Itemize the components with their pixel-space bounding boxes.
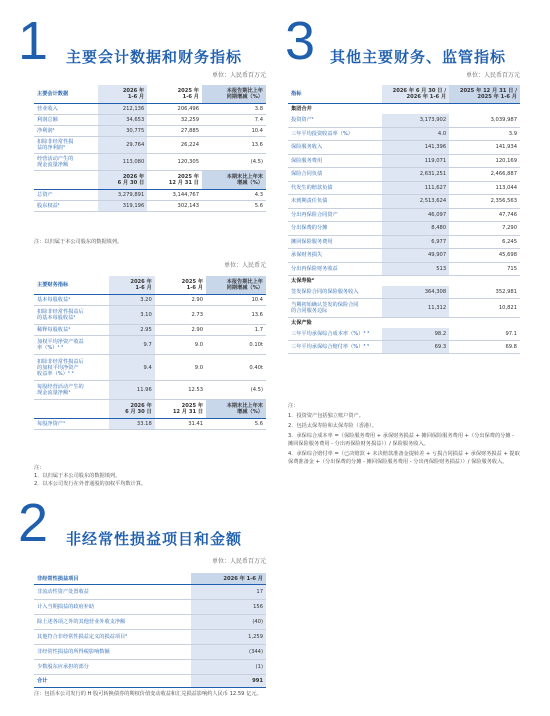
cell-value: 2,356,563 [449, 195, 520, 209]
row-label: 总资产 [34, 190, 98, 201]
cell-value: 3,039,987 [449, 114, 520, 127]
column-header: 2025 年 12 月 31 日 [155, 400, 206, 419]
row-label: 稀释每股收益¹ [34, 325, 109, 336]
cell-value: 11,312 [382, 299, 449, 318]
cell-value: 4.0 [382, 127, 449, 141]
row-label: 加权平均净资产收益 率（%）¹ ² [34, 336, 109, 355]
cell-value: 98.2 [382, 328, 449, 341]
table-row [288, 114, 520, 127]
cell-value: 69.3 [382, 341, 449, 354]
table-row [288, 85, 520, 104]
cell-value: 141,396 [382, 141, 449, 155]
row-label: 保险服务收入 [288, 141, 382, 155]
row-label: 保险合同负债 [288, 168, 382, 182]
row-label: 摊回保险服务费用 [288, 235, 382, 249]
cell-value: 715 [449, 262, 520, 276]
table-row [288, 141, 520, 155]
column-header: 指标 [288, 85, 382, 104]
table-row [34, 645, 266, 660]
cell-value: 2.90 [155, 325, 206, 336]
cell-value: 2.95 [109, 325, 155, 336]
table-row [34, 115, 266, 126]
note-line: 注： [288, 403, 299, 409]
cell-value: 2.90 [155, 295, 206, 306]
table-row [34, 615, 266, 630]
table-row [34, 325, 266, 336]
cell-value: 5.6 [206, 419, 266, 430]
column-header: 2026 年 6 月 30 日 [98, 171, 147, 190]
cell-value: 3,173,902 [382, 114, 449, 127]
row-label: 承保财务损失 [288, 249, 382, 263]
row-label: 经营活动产生的 现金流量净额 [34, 154, 98, 171]
cell-value: 513 [382, 262, 449, 276]
cell-value: 141,934 [449, 141, 520, 155]
non-recurring-items-table [34, 573, 266, 688]
cell-value: 5.6 [202, 201, 266, 212]
cell-value: 30,775 [98, 126, 147, 137]
section-3-number: 3 [285, 11, 316, 71]
note-line: 1．以归属于本公司股东的数据填列。 [34, 473, 121, 479]
column-header: 2026 年 6 月 30 日 / 2026 年 1-6 月 [382, 85, 449, 104]
total-row [34, 675, 266, 688]
column-header: 2025 年 12 月 31 日 / 2025 年 1-6 月 [449, 85, 520, 104]
table-row [34, 190, 266, 201]
column-header: 2026 年 1-6 月 [109, 276, 155, 295]
group-header [288, 276, 520, 287]
cell-value: 9.4 [109, 355, 155, 381]
row-label: 非经常性损益的所得税影响数额 [34, 645, 191, 660]
table-row [34, 336, 266, 355]
row-label: 分出再保险合同资产 [288, 208, 382, 222]
cell-value: 97.1 [449, 328, 520, 341]
column-header: 2026 年 6 月 30 日 [109, 400, 155, 419]
cell-value: 2.73 [155, 306, 206, 325]
row-label: 扣除非经常性损益后 的加权平均净资产 收益率（%）¹ ² [34, 355, 109, 381]
cell-value: 212,136 [98, 104, 147, 115]
table-row [34, 276, 266, 295]
table-row [288, 262, 520, 276]
column-header: 非经常性损益项目 [34, 573, 191, 585]
cell-value: 10,821 [449, 299, 520, 318]
table-row [288, 208, 520, 222]
cell-value: 3,279,891 [98, 190, 147, 201]
cell-value: 31.41 [155, 419, 206, 430]
note-line: 4．承保综合赔付率 =（已决赔款 + 未决赔款准备金提转差 + 亏损合同损益 + 承保财务损益 + 提取保费准备金 +（分出保费的分摊 - 摊回保险服务费用 - 分出再保险财务损益））/ 保险服务收入。 [288, 451, 520, 465]
table-row [34, 295, 266, 306]
column-header: 本报告期比上年 同期增减（%） [206, 276, 266, 295]
row-label: 非流动性资产处置收益 [34, 585, 191, 600]
column-header: 主要会计数据 [34, 85, 98, 104]
note-line: 注： [34, 465, 45, 471]
cell-value: (40) [191, 615, 266, 630]
row-label: 三年平均承保综合赔付率（%）³ ⁵ [288, 341, 382, 354]
cell-value: 17 [191, 585, 266, 600]
cell-value: 26,224 [147, 137, 202, 154]
cell-value: 10.4 [202, 126, 266, 137]
row-label: 投资资产¹ [288, 114, 382, 127]
table-row [34, 126, 266, 137]
table-row [288, 341, 520, 354]
cell-value: 991 [191, 675, 266, 688]
column-header: 2026 年 1-6 月 [191, 573, 266, 585]
row-label: 每股经营活动产生的 现金流量净额¹ [34, 381, 109, 400]
column-header: 本期末比上年末 增减（%） [202, 171, 266, 190]
note-line: 1．投资资产包括独立账户资产。 [288, 413, 364, 419]
cell-value: 2,513,624 [382, 195, 449, 209]
column-header: 2025 年 1-6 月 [155, 276, 206, 295]
row-label: 分出再保险财务收益 [288, 262, 382, 276]
group-header [288, 318, 520, 329]
cell-value: 13.6 [202, 137, 266, 154]
cell-value: 120,305 [147, 154, 202, 171]
cell-value: 111,627 [382, 181, 449, 195]
cell-value: 2,631,251 [382, 168, 449, 182]
financial-indicators-table [34, 276, 266, 430]
row-label: 净利润¹ [34, 126, 98, 137]
row-label: 其他符合非经常性损益定义的损益项目² [34, 630, 191, 645]
table-row [34, 600, 266, 615]
table-row [34, 85, 266, 104]
table-row [34, 171, 266, 190]
table-row [288, 249, 520, 263]
table-row [288, 299, 520, 318]
cell-value: (4.5) [202, 154, 266, 171]
cell-value: 302,143 [147, 201, 202, 212]
cell-value: 6,245 [449, 235, 520, 249]
table-row [34, 306, 266, 325]
table-row [34, 419, 266, 430]
table-row [288, 154, 520, 168]
cell-value: 113,044 [449, 181, 520, 195]
row-label: 签发保险合同的保险服务收入 [288, 286, 382, 299]
cell-value: 7.4 [202, 115, 266, 126]
section-2-number: 2 [18, 493, 49, 553]
row-label: 计入当期损益的政府补助 [34, 600, 191, 615]
cell-value: 34,653 [98, 115, 147, 126]
column-header: 2026 年 1-6 月 [98, 85, 147, 104]
cell-value: 69.8 [449, 341, 520, 354]
cell-value: 45,698 [449, 249, 520, 263]
cell-value: 1.7 [206, 325, 266, 336]
table-row [34, 201, 266, 212]
column-header: 主要财务指标 [34, 276, 109, 295]
non-recurring-note: 注：包括本公司发行的 H 股可转换债券的期权价值变动收益和汇兑损益影响约人民币 12.59 亿元。 [34, 691, 262, 697]
cell-value: 9.0 [155, 355, 206, 381]
cell-value: 0.10t [206, 336, 266, 355]
cell-value: 3.10 [109, 306, 155, 325]
group-header [288, 104, 520, 115]
section-1-title: 主要会计数据和财务指标 [66, 48, 243, 66]
row-label: 分出保费的分摊 [288, 222, 382, 236]
key-accounting-note: 注：以归属于本公司股东的数据填列。 [34, 239, 123, 245]
column-header: 2025 年 1-6 月 [147, 85, 202, 104]
cell-value: 364,308 [382, 286, 449, 299]
row-label: 三年平均投资收益率（%） [288, 127, 382, 141]
table-row [34, 660, 266, 675]
cell-value: 13.6 [206, 306, 266, 325]
cell-value: (4.5) [206, 381, 266, 400]
row-label: 当期初始确认签发的保险合同 的合同服务边际 [288, 299, 382, 318]
table-row [288, 286, 520, 299]
cell-value: 3,144,767 [147, 190, 202, 201]
cell-value: 4.3 [202, 190, 266, 201]
cell-value: 9.0 [155, 336, 206, 355]
financial-indicators-unit: 单位：人民币元 [223, 262, 266, 269]
row-label: 除上述各项之外的其他营业外收支净额 [34, 615, 191, 630]
cell-value: (344) [191, 645, 266, 660]
row-label: 保险服务费用 [288, 154, 382, 168]
table-row [288, 222, 520, 236]
cell-value: 49,907 [382, 249, 449, 263]
section-1-unit: 单位：人民币百万元 [211, 72, 266, 79]
table-row [34, 104, 266, 115]
cell-value: (1) [191, 660, 266, 675]
column-header [34, 400, 109, 419]
cell-value: 3.9 [449, 127, 520, 141]
section-3-title: 其他主要财务、监管指标 [330, 48, 507, 66]
table-row [288, 127, 520, 141]
cell-value: 9.7 [109, 336, 155, 355]
cell-value: 3.8 [202, 104, 266, 115]
table-row [34, 381, 266, 400]
column-header [34, 171, 98, 190]
cell-value: 2,466,887 [449, 168, 520, 182]
row-label: 少数股东应承担的部分 [34, 660, 191, 675]
cell-value: 120,169 [449, 154, 520, 168]
row-label: 股东权益¹ [34, 201, 98, 212]
cell-value: 8,480 [382, 222, 449, 236]
financial-indicators-notes [34, 464, 146, 488]
row-label: 合计 [34, 675, 191, 688]
other-indicators-table [288, 85, 520, 354]
cell-value: 10.4 [206, 295, 266, 306]
cell-value: 206,496 [147, 104, 202, 115]
note-line: 3．承保综合成本率 =（保险服务费用 + 承保财务损益 + 摊回保险服务费用 +（分出保费的分摊 - 摊回保险服务费用 - 分出再保险财务损益））/ 保险服务收入。 [288, 433, 515, 447]
table-row [288, 181, 520, 195]
cell-value: 27,885 [147, 126, 202, 137]
table-row [288, 195, 520, 209]
table-row [34, 585, 266, 600]
cell-value: 11.96 [109, 381, 155, 400]
group-label: 太保产险 [291, 320, 312, 326]
row-label: 扣除非经常性损 益的净利润¹ [34, 137, 98, 154]
row-label: 三年平均承保综合成本率（%）³ ⁴ [288, 328, 382, 341]
row-label: 未到期责任负债 [288, 195, 382, 209]
row-label: 利润总额 [34, 115, 98, 126]
cell-value: 1,259 [191, 630, 266, 645]
table-row [288, 168, 520, 182]
table-row [34, 400, 266, 419]
row-label: 每股净资产¹ [34, 419, 109, 430]
table-row [34, 573, 266, 585]
cell-value: 29,764 [98, 137, 147, 154]
group-label: 集团合并 [291, 106, 312, 112]
section-2-title: 非经常性损益项目和金额 [66, 530, 243, 548]
cell-value: 32,259 [147, 115, 202, 126]
table-row [34, 137, 266, 154]
table-row [34, 630, 266, 645]
row-label: 扣除非经常性损益后 的基本每股收益¹ [34, 306, 109, 325]
other-indicators-notes [288, 402, 520, 468]
cell-value: 46,097 [382, 208, 449, 222]
table-row [288, 328, 520, 341]
cell-value: 3.20 [109, 295, 155, 306]
cell-value: 156 [191, 600, 266, 615]
column-header: 本报告期比上年 同期增减（%） [202, 85, 266, 104]
section-2-unit: 单位：人民币百万元 [211, 558, 266, 565]
row-label: 营业收入 [34, 104, 98, 115]
note-line: 2．以本公司发行在外普通股的加权平均数计算。 [34, 481, 147, 487]
cell-value: 33.18 [109, 419, 155, 430]
table-row [288, 235, 520, 249]
cell-value: 47,746 [449, 208, 520, 222]
cell-value: 113,080 [98, 154, 147, 171]
cell-value: 352,981 [449, 286, 520, 299]
table-row [34, 355, 266, 381]
group-label: 太保寿险² [291, 278, 315, 284]
section-3-unit: 单位：人民币百万元 [465, 72, 520, 79]
cell-value: 119,071 [382, 154, 449, 168]
cell-value: 12.53 [155, 381, 206, 400]
cell-value: 7,290 [449, 222, 520, 236]
cell-value: 6,977 [382, 235, 449, 249]
row-label: 代发生的赔款负债 [288, 181, 382, 195]
column-header: 本期末比上年末 增减（%） [206, 400, 266, 419]
section-1-number: 1 [18, 11, 49, 71]
note-line: 2．包括太保寿险和太保寿险（香港）。 [288, 423, 377, 429]
table-row [34, 154, 266, 171]
key-accounting-data-table [34, 85, 266, 212]
cell-value: 319,196 [98, 201, 147, 212]
cell-value: 0.40t [206, 355, 266, 381]
column-header: 2025 年 12 月 31 日 [147, 171, 202, 190]
row-label: 基本每股收益¹ [34, 295, 109, 306]
